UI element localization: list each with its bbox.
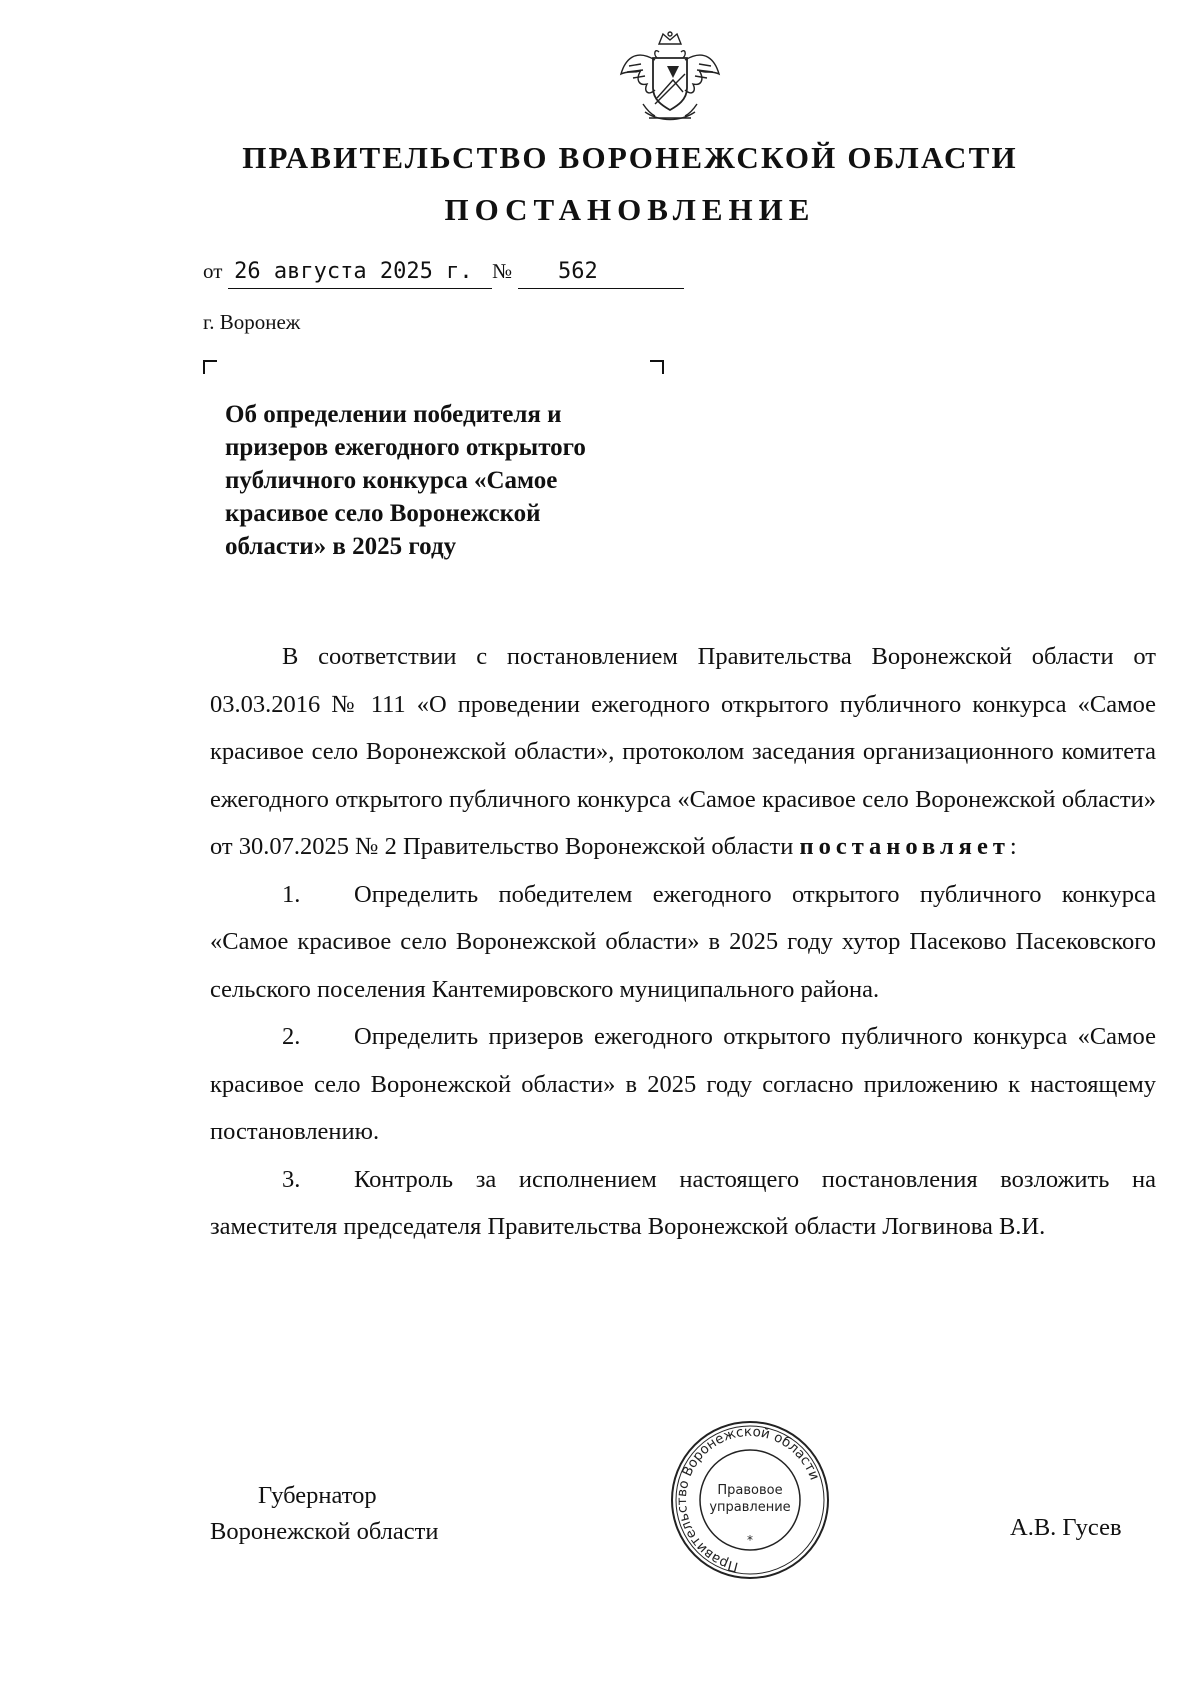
subject-line: призеров ежегодного открытого — [225, 434, 586, 461]
item-number: 2. — [282, 1023, 301, 1050]
government-title: ПРАВИТЕЛЬСТВО ВОРОНЕЖСКОЙ ОБЛАСТИ — [242, 140, 1018, 175]
list-item — [210, 1013, 1156, 1156]
signatory-title-line2: Воронежской области — [210, 1518, 439, 1545]
coat-of-arms-icon — [615, 30, 725, 130]
subject-line: Об определении победителя и — [225, 401, 562, 428]
stamp-inner-line2: управление — [709, 1500, 791, 1515]
subject-bracket-left — [203, 360, 217, 374]
document-body — [210, 633, 1156, 1251]
document-date: 26 августа 2025 г. — [228, 259, 492, 289]
document-number: 562 — [518, 259, 684, 289]
preamble-paragraph — [210, 633, 1156, 871]
number-label: № — [492, 259, 513, 283]
item-text: Определить победителем ежегодного открытого публичного конкурса «Самое красивое село Воронежской области» в 2025 году хутор Пасеково Пасековского сельского поселения Кантемировского муниципального района. — [210, 880, 1156, 1003]
signatory-title — [210, 1478, 438, 1550]
signatory-title-line1: Губернатор — [258, 1482, 377, 1509]
official-stamp — [668, 1418, 832, 1582]
signatory-name: А.В. Гусев — [1010, 1514, 1122, 1541]
document-subject — [225, 398, 665, 563]
date-number-line — [203, 258, 684, 289]
list-item — [210, 1156, 1156, 1251]
stamp-inner-line1: Правовое — [717, 1483, 783, 1498]
subject-line: области» в 2025 году — [225, 533, 457, 560]
subject-line: публичного конкурса «Самое — [225, 467, 558, 494]
item-text: Определить призеров ежегодного открытого публичного конкурса «Самое красивое село Воронежской области» в 2025 году согласно приложению к настоящему постановлению. — [210, 1023, 1156, 1145]
item-number: 1. — [282, 880, 301, 908]
preamble-text: В соответствии с постановлением Правительства Воронежской области от 03.03.2016 № 111 «О проведении ежегодного открытого публичного конкурса «Самое красивое село Воронежской области», протоколом заседания организационного комитета ежегодного открытого публичного конкурса «Самое красивое село Воронежской области» от 30.07.2025 № 2 Правительство Воронежской области — [210, 643, 1156, 860]
stamp-star: * — [747, 1533, 753, 1547]
document-type: ПОСТАНОВЛЕНИЕ — [444, 192, 816, 227]
from-label: от — [203, 259, 223, 283]
item-text: Контроль за исполнением настоящего постановления возложить на заместителя председателя Правительства Воронежской области Логвинова В.И. — [210, 1165, 1156, 1240]
decree-colon: : — [1009, 833, 1017, 860]
stamp-outer-text: Правительство Воронежской области — [673, 1423, 823, 1575]
subject-line: красивое село Воронежской — [225, 500, 541, 527]
decree-word: постановляет — [799, 833, 1010, 860]
subject-bracket-right — [650, 360, 664, 374]
city: г. Воронеж — [203, 310, 301, 334]
list-item — [210, 871, 1156, 1014]
item-number: 3. — [282, 1165, 301, 1193]
